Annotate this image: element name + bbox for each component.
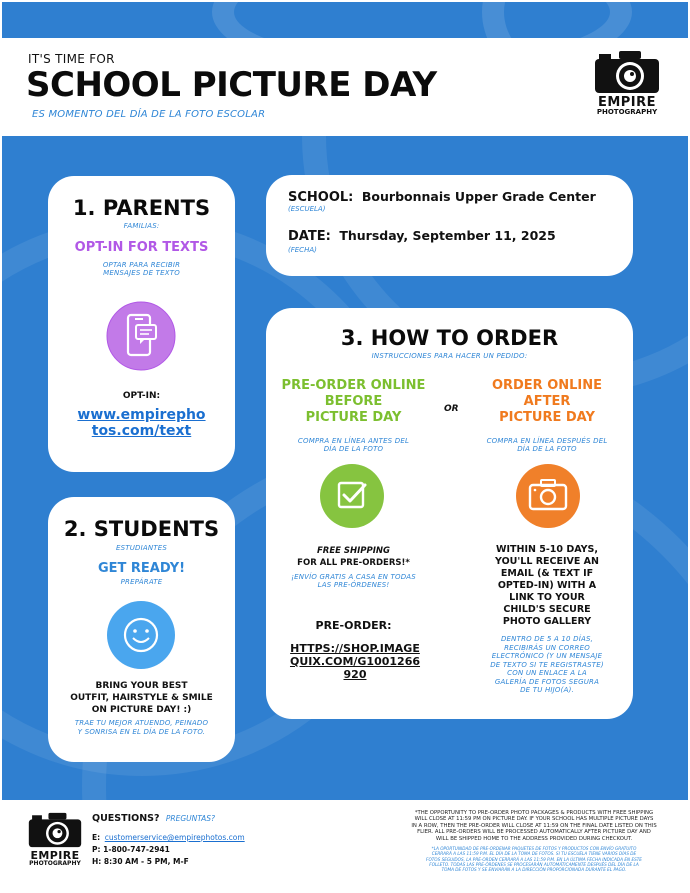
order-card: [266, 308, 633, 719]
opt-in-label: OPT-IN:: [122, 391, 161, 401]
footer-logo-brand: EMPIRE: [30, 849, 80, 862]
email-link[interactable]: customerservice@empirephotos.com: [104, 833, 245, 842]
date-label-es: (FECHA): [288, 246, 317, 254]
pre-order-heading-es-line-2: DÍA DE LA FOTO: [323, 445, 384, 453]
pre-order-link-line-1: HTTPS://SHOP.IMAGE: [290, 642, 420, 655]
opt-in-link-line-2: tos.com/text: [91, 423, 192, 439]
footer: [0, 800, 690, 893]
free-shipping-es-line-1: ¡ENVÍO GRATIS A CASA EN TODAS: [291, 573, 416, 581]
order-title-es: INSTRUCCIONES PARA HACER UN PEDIDO:: [371, 352, 528, 360]
post-order-info-line-2: YOU'LL RECEIVE AN: [495, 556, 599, 567]
email-label: E:: [92, 833, 101, 842]
students-tip-es-line-2: Y SONRISA EN EL DÍA DE LA FOTO.: [77, 728, 206, 736]
disclaimer-line-1: *THE OPPORTUNITY TO PRE-ORDER PHOTO PACKAGES & PRODUCTS WITH FREE SHIPPING: [414, 810, 654, 816]
post-order-heading-es-line-1: COMPRA EN LÍNEA DESPUÉS DEL: [486, 437, 608, 445]
disclaimer-line-5: WILL BE SHIPPED HOME TO THE ADDRESS PROVIDED DURING CHECKOUT.: [435, 835, 633, 842]
footer-logo-tagline: PHOTOGRAPHY: [29, 860, 81, 867]
footer-camera-icon: [27, 812, 83, 848]
free-shipping-es: [266, 573, 441, 589]
school-info-card: [266, 175, 633, 276]
pre-order-heading-line-3: PICTURE DAY: [305, 410, 402, 425]
footer-contact: [92, 813, 312, 866]
post-order-info-es-line-2: RECIBIRÁS UN CORREO: [504, 643, 590, 652]
pre-order-link-line-2: QUIX.COM/G1001266: [289, 655, 421, 668]
camera-order-icon: [515, 463, 581, 529]
disclaimer: [395, 810, 673, 842]
order-title: 3. HOW TO ORDER: [340, 326, 559, 350]
disclaimer-es: [395, 846, 673, 872]
email-row: [92, 833, 312, 842]
post-order-info-line-5: LINK TO YOUR: [509, 592, 585, 603]
post-order-heading: [462, 378, 632, 426]
post-order-info-es-line-4: DE TEXTO SI TE REGISTRASTE): [490, 660, 604, 669]
header-kicker: IT'S TIME FOR: [28, 52, 115, 66]
top-banner: [2, 2, 688, 38]
school-value: Bourbonnais Upper Grade Center: [361, 189, 596, 204]
post-order-info: [462, 544, 632, 628]
post-order-info-es: [462, 635, 632, 695]
phone-value: 1-800-747-2941: [103, 845, 170, 854]
pre-order-heading: [266, 378, 441, 426]
free-shipping-es-line-2: LAS PRE-ÓRDENES!: [317, 581, 390, 589]
questions-label-es: PREGUNTAS?: [165, 814, 215, 823]
disclaimer-es-line-5: TOMA DE FOTOS Y SE ENVIARÁN A LA DIRECCIÓN PROPORCIONADA DURANTE EL PAGO.: [441, 867, 627, 873]
post-order-info-line-6: CHILD'S SECURE: [503, 604, 591, 615]
school-label-es: (ESCUELA): [288, 205, 326, 213]
post-order-info-line-4: OPTED-IN) WITH A: [497, 580, 597, 591]
parents-title: 1. PARENTS: [72, 196, 211, 220]
disclaimer-line-4: FLIER. ALL PRE-ORDERS WILL BE PROCESSED AUTOMATICALLY AFTER PICTURE DAY AND: [417, 829, 651, 836]
date-value: Thursday, September 11, 2025: [339, 228, 556, 243]
pre-order-heading-line-2: BEFORE: [324, 394, 383, 409]
post-order-heading-line-2: AFTER: [523, 394, 571, 409]
hours-value: 8:30 AM - 5 PM, M-F: [103, 857, 189, 866]
free-shipping-line-2: FOR ALL PRE-ORDERS!*: [297, 558, 410, 568]
hours-row: [92, 857, 312, 866]
post-order-info-es-line-1: DENTRO DE 5 A 10 DÍAS,: [500, 635, 594, 643]
opt-in-link-line-1: www.empirepho: [77, 407, 206, 423]
students-tip: [48, 680, 235, 716]
disclaimer-line-2: WILL CLOSE AT 11:59 PM ON PICTURE DAY. IF YOUR SCHOOL HAS MULTIPLE PICTURE DAYS: [414, 816, 654, 823]
students-tip-es-line-1: TRAE TU MEJOR ATUENDO, PEINADO: [74, 719, 209, 727]
post-order-info-es-line-7: DE TU HIJO(A).: [520, 686, 574, 694]
pre-order-link[interactable]: [266, 642, 444, 681]
hours-label: H:: [92, 857, 102, 866]
empire-logo: [587, 50, 667, 116]
pre-order-heading-es-line-1: COMPRA EN LÍNEA ANTES DEL: [297, 437, 410, 445]
opt-in-link[interactable]: [48, 407, 235, 439]
post-order-heading-line-3: PICTURE DAY: [499, 410, 595, 425]
header: [2, 38, 688, 136]
header-subtitle: ES MOMENTO DEL DÍA DE LA FOTO ESCOLAR: [32, 109, 266, 120]
students-title-es: ESTUDIANTES: [115, 544, 168, 552]
footer-logo: [22, 812, 88, 867]
students-card: [48, 497, 235, 762]
date-row: [288, 228, 556, 244]
post-order-info-es-line-6: GALERÍA DE FOTOS SEGURA: [494, 677, 600, 686]
parents-card: [48, 176, 235, 472]
or-divider: OR: [444, 404, 459, 414]
checkbox-icon: [319, 463, 385, 529]
school-label: SCHOOL:: [288, 190, 354, 205]
logo-tagline: PHOTOGRAPHY: [596, 108, 658, 116]
students-tip-es: [48, 719, 235, 737]
phone-message-icon: [106, 301, 176, 371]
students-tip-line-2: OUTFIT, HAIRSTYLE & SMILE: [70, 693, 213, 703]
get-ready-es: PREPÁRATE: [120, 578, 163, 586]
camera-icon: [593, 50, 661, 94]
pre-order-heading-line-1: PRE-ORDER ONLINE: [281, 378, 426, 393]
pre-order-link-line-3: 920: [343, 668, 367, 681]
disclaimer-es-line-2: CERRARÁ A LAS 11:59 P.M. EL DÍA DE LA TOMA DE FOTOS. SI TU ESCUELA TIENE VARIOS DÍAS DE: [431, 851, 637, 857]
post-order-info-line-7: PHOTO GALLERY: [502, 616, 592, 627]
disclaimer-es-line-4: FOLLETO. TODAS LAS PRE-ÓRDENES SE PROCESARÁN AUTOMÁTICAMENTE DESPUÉS DEL DÍA DE LA: [429, 861, 639, 867]
free-shipping: [266, 545, 441, 569]
opt-in-heading-es-2: MENSAJES DE TEXTO: [103, 269, 180, 277]
students-tip-line-1: BRING YOUR BEST: [95, 681, 188, 691]
post-order-heading-line-1: ORDER ONLINE: [491, 378, 603, 393]
logo-brand: EMPIRE: [597, 95, 657, 110]
questions-row: [92, 813, 312, 824]
disclaimer-line-3: IN A ROW, THEN THE PRE-ORDER WILL CLOSE AT 11:59 ON THE FINAL DATE LISTED ON THIS: [411, 822, 657, 829]
post-order-info-es-line-5: CON UN ENLACE A LA: [507, 669, 587, 677]
questions-label: QUESTIONS?: [92, 813, 160, 824]
page-title: SCHOOL PICTURE DAY: [26, 65, 437, 105]
students-tip-line-3: ON PICTURE DAY! :): [91, 705, 192, 715]
post-order-info-line-3: EMAIL (& TEXT IF: [500, 568, 594, 579]
phone-label: P:: [92, 845, 101, 854]
opt-in-heading-es-1: OPTAR PARA RECIBIR: [102, 261, 181, 269]
pre-order-label: PRE-ORDER:: [315, 619, 392, 632]
school-row: [288, 189, 596, 205]
free-shipping-line-1: FREE SHIPPING: [316, 546, 391, 556]
post-order-heading-es: [462, 437, 632, 453]
parents-title-es: FAMILIAS:: [123, 222, 160, 230]
students-title: 2. STUDENTS: [63, 517, 220, 541]
get-ready-heading: GET READY!: [97, 561, 186, 576]
disclaimer-es-line-3: FOTOS SEGUIDOS, LA PRE-ORDEN CERRARÁ A LAS 11:59 P.M. EN LA ÚLTIMA FECHA INDICADA EN ESTE: [426, 856, 642, 862]
date-label: DATE:: [288, 229, 331, 244]
smile-icon: [106, 600, 176, 670]
pre-order-heading-es: [266, 437, 441, 453]
post-order-info-line-1: WITHIN 5-10 DAYS,: [496, 544, 598, 555]
opt-in-heading: OPT-IN FOR TEXTS: [74, 240, 209, 255]
disclaimer-es-line-1: *LA OPORTUNIDAD DE PRE-ORDENAR PAQUETES DE FOTOS Y PRODUCTOS CON ENVÍO GRATUITO: [431, 846, 637, 851]
post-order-heading-es-line-2: DÍA DE LA FOTO: [517, 445, 577, 453]
post-order-info-es-line-3: ELECTRÓNICO (Y UN MENSAJE: [491, 652, 603, 660]
phone-row: [92, 845, 312, 854]
